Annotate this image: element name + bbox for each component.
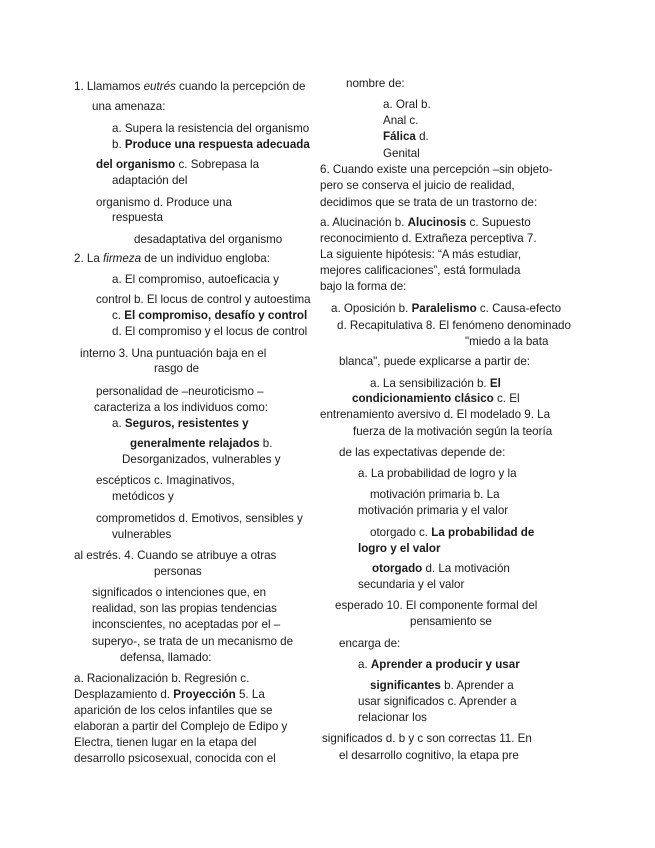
text-line: [112, 325, 307, 339]
bold-text: Produce una respuesta adecuada: [124, 138, 310, 151]
text-line: [112, 417, 249, 431]
text-run: a. Oposición b.: [331, 302, 412, 315]
text-run: de un individuo engloba:: [141, 252, 270, 265]
text-run: personas: [154, 565, 202, 578]
text-run: superyo-, se trata de un mecanismo de: [92, 635, 294, 648]
text-line: [383, 130, 429, 144]
text-run: usar significados c. Aprender a: [358, 695, 517, 708]
bold-text: significantes: [370, 679, 441, 692]
text-line: [112, 211, 163, 225]
text-run: b.: [259, 437, 273, 450]
text-run: secundaria y el valor: [358, 578, 465, 591]
text-line: [337, 319, 571, 333]
text-line: [353, 425, 552, 439]
text-line: [372, 562, 510, 576]
text-line: [74, 252, 270, 266]
text-run: Genital: [383, 147, 420, 160]
text-run: desarrollo psicosexual, conocida con el: [74, 752, 276, 765]
text-run: control b. El locus de control y autoestima: [96, 293, 311, 306]
text-line: [383, 98, 431, 112]
text-line: [134, 233, 282, 247]
text-line: [74, 720, 287, 734]
text-run: a. Racionalización b. Regresión c.: [74, 672, 250, 685]
text-line: [339, 446, 505, 460]
text-line: [320, 216, 531, 230]
text-run: motivación primaria y el valor: [358, 504, 509, 517]
bold-text: Alucinosis: [407, 216, 467, 229]
bold-text: La probabilidad de: [431, 526, 535, 539]
text-line: [322, 732, 532, 746]
text-run: relacionar los: [358, 711, 427, 724]
text-run: a. El compromiso, autoeficacia y: [112, 273, 279, 286]
text-line: [112, 490, 174, 504]
text-line: [92, 635, 293, 649]
text-run: a. Oral b.: [383, 98, 431, 111]
text-run: organismo d. Produce una: [96, 196, 232, 209]
text-line: [320, 408, 550, 422]
bold-text: Seguros, resistentes y: [124, 417, 249, 430]
text-run: blanca", puede explicarse a partir de:: [339, 355, 531, 368]
text-run: motivación primaria b. La: [370, 488, 500, 501]
bold-text: condicionamiento clásico: [352, 392, 494, 405]
text-run: d. La motivación: [422, 562, 510, 575]
text-run: c.: [112, 309, 125, 322]
text-run: c. Sobrepasa la: [175, 158, 260, 171]
bold-text: otorgado: [372, 562, 423, 575]
bold-text: del organismo: [96, 158, 176, 171]
text-line: [358, 578, 464, 592]
text-run: interno 3. Una puntuación baja en el: [80, 347, 267, 360]
text-line: [92, 586, 266, 600]
text-line: [346, 77, 405, 91]
text-run: c. Causa-efecto: [476, 302, 562, 315]
text-line: [370, 526, 534, 540]
text-line: [96, 196, 232, 210]
text-line: [120, 651, 212, 665]
text-run: Electra, tienen lugar en la etapa del: [74, 736, 257, 749]
text-run: "miedo a la bata: [465, 335, 549, 348]
text-line: [358, 658, 520, 672]
text-run: 2. La: [74, 252, 104, 265]
text-line: [370, 377, 501, 391]
bold-text: generalmente relajados: [130, 437, 260, 450]
text-line: [370, 488, 500, 502]
text-run: defensa, llamado:: [120, 651, 212, 664]
text-line: [74, 688, 265, 702]
text-line: [130, 437, 272, 451]
text-run: 1. Llamamos: [74, 80, 144, 93]
text-line: [112, 138, 310, 152]
text-line: [352, 392, 520, 406]
text-line: [339, 749, 519, 763]
bold-text: El: [489, 377, 501, 390]
text-run: aparición de los celos infantiles que se: [74, 704, 273, 717]
text-run: respuesta: [112, 211, 163, 224]
text-run: significados d. b y c son correctas 11. En: [322, 732, 532, 745]
text-line: [96, 158, 259, 172]
text-run: a. La probabilidad de logro y la: [358, 467, 517, 480]
text-run: una amenaza:: [92, 100, 166, 113]
text-line: [320, 232, 537, 246]
text-run: de las expectativas depende de:: [339, 446, 506, 459]
text-line: [112, 528, 171, 542]
text-run: encarga de:: [339, 637, 401, 650]
text-line: [383, 147, 420, 161]
text-run: entrenamiento aversivo d. El modelado 9. La: [320, 408, 551, 421]
text-line: [96, 385, 264, 399]
text-run: Anal c.: [383, 114, 419, 127]
text-line: [383, 114, 418, 128]
text-run: Desplazamiento d.: [74, 688, 174, 701]
text-line: [370, 679, 514, 693]
text-line: [154, 565, 202, 579]
text-run: a.: [358, 658, 371, 671]
text-run: fuerza de la motivación según la teoría: [353, 425, 553, 438]
text-line: [74, 704, 273, 718]
text-line: [320, 163, 553, 177]
text-run: decidimos que se trata de un trastorno de:: [320, 196, 538, 209]
text-line: [112, 273, 279, 287]
text-line: [96, 512, 303, 526]
text-line: [358, 711, 427, 725]
text-line: [74, 672, 249, 686]
text-run: 5. La: [235, 688, 265, 701]
text-line: [358, 542, 440, 556]
text-run: mejores calificaciones”, está formulada: [320, 264, 521, 277]
text-line: [96, 474, 235, 488]
text-line: [112, 174, 187, 188]
text-line: [74, 549, 276, 563]
text-run: La siguiente hipótesis: “A más estudiar,: [320, 248, 522, 261]
bold-text: Paralelismo: [411, 302, 477, 315]
text-line: [331, 302, 561, 316]
text-run: esperado 10. El componente formal del: [335, 599, 538, 612]
text-run: d. Recapitulativa 8. El fenómeno denominado: [337, 319, 571, 332]
text-run: comprometidos d. Emotivos, sensibles y: [96, 512, 303, 525]
text-line: [410, 615, 492, 629]
text-line: [335, 599, 537, 613]
text-run: vulnerables: [112, 528, 172, 541]
text-run: d. El compromiso y el locus de control: [112, 325, 308, 338]
italic-text: eutrés: [143, 80, 176, 93]
text-line: [112, 309, 307, 323]
text-run: desadaptativa del organismo: [134, 233, 283, 246]
text-line: [339, 355, 530, 369]
text-run: cuando la percepción de: [175, 80, 306, 93]
text-run: metódicos y: [112, 490, 174, 503]
text-line: [92, 602, 277, 616]
text-run: adaptación del: [112, 174, 188, 187]
text-run: escépticos c. Imaginativos,: [96, 474, 235, 487]
text-line: [358, 504, 508, 518]
text-run: inconscientes, no aceptadas por el –: [92, 618, 281, 631]
text-line: [112, 122, 309, 136]
bold-text: Aprender a producir y usar: [370, 658, 520, 671]
text-run: realidad, son las propias tendencias: [92, 602, 277, 615]
text-line: [358, 467, 517, 481]
text-run: nombre de:: [346, 77, 405, 90]
text-line: [94, 401, 268, 415]
text-run: a. Alucinación b.: [320, 216, 408, 229]
text-line: [96, 293, 311, 307]
text-line: [320, 280, 406, 294]
text-run: el desarrollo cognitivo, la etapa pre: [339, 749, 519, 762]
bold-text: Fálica: [383, 130, 416, 143]
text-line: [320, 264, 520, 278]
text-run: al estrés. 4. Cuando se atribuye a otras: [74, 549, 277, 562]
text-run: elaboran a partir del Complejo de Edipo y: [74, 720, 288, 733]
text-line: [465, 335, 548, 349]
text-line: [122, 453, 281, 467]
text-line: [320, 248, 521, 262]
italic-text: firmeza: [103, 252, 142, 265]
text-run: significados o intenciones que, en: [92, 586, 267, 599]
text-run: Desorganizados, vulnerables y: [122, 453, 281, 466]
text-run: b. Aprender a: [440, 679, 514, 692]
text-run: a. La sensibilización b.: [370, 377, 490, 390]
text-run: d.: [415, 130, 429, 143]
text-run: reconocimiento d. Extrañeza perceptiva 7.: [320, 232, 537, 245]
text-line: [358, 695, 517, 709]
text-line: [339, 637, 400, 651]
text-run: otorgado c.: [370, 526, 432, 539]
text-run: bajo la forma de:: [320, 280, 407, 293]
bold-text: logro y el valor: [358, 542, 441, 555]
text-run: rasgo de: [154, 362, 200, 375]
text-line: [320, 196, 537, 210]
text-line: [80, 347, 266, 361]
text-line: [74, 736, 256, 750]
text-run: b.: [112, 138, 125, 151]
text-run: 6. Cuando existe una percepción –sin objeto-: [320, 163, 553, 176]
text-run: c. Supuesto: [466, 216, 531, 229]
text-line: [74, 80, 305, 94]
text-line: [74, 752, 276, 766]
text-line: [92, 618, 280, 632]
text-line: [320, 179, 515, 193]
text-run: c. El: [493, 392, 520, 405]
text-line: [92, 100, 165, 114]
text-run: caracteriza a los individuos como:: [94, 401, 268, 414]
bold-text: El compromiso, desafío y control: [124, 309, 308, 322]
text-run: pensamiento se: [410, 615, 492, 628]
text-line: [154, 362, 199, 376]
text-run: personalidad de –neuroticismo –: [96, 385, 264, 398]
text-run: a. Supera la resistencia del organismo: [112, 122, 310, 135]
bold-text: Proyección: [173, 688, 236, 701]
text-run: pero se conserva el juicio de realidad,: [320, 179, 515, 192]
text-run: a.: [112, 417, 125, 430]
